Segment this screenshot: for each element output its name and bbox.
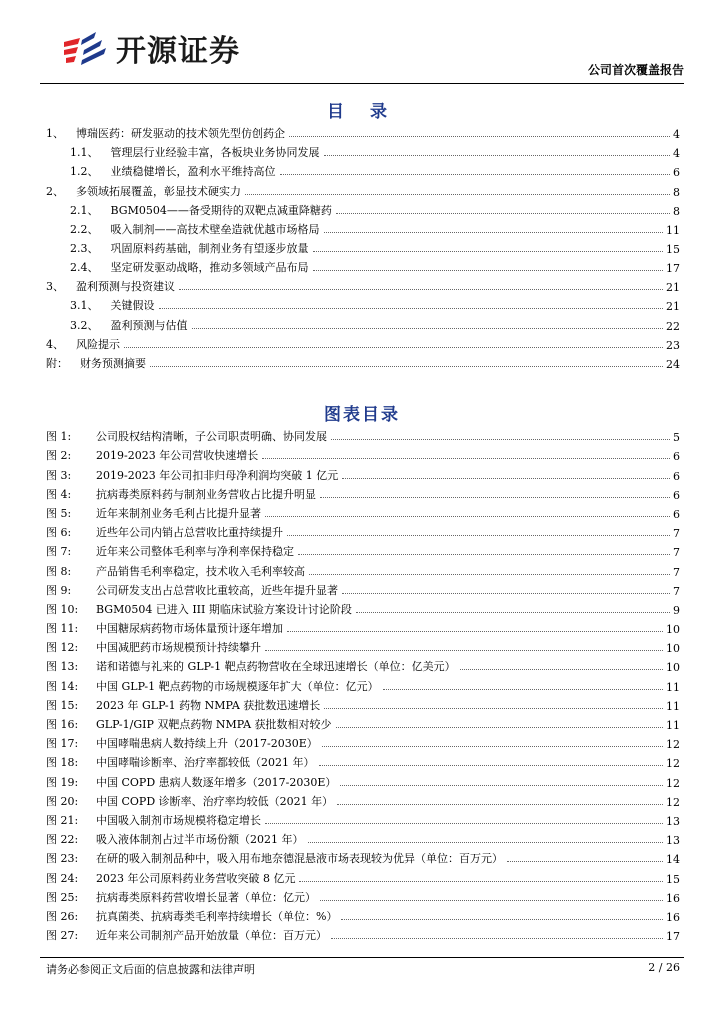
figure-entry-title: 2019-2023 年公司扣非归母净利润均突破 1 亿元 [96,468,339,482]
dot-leader [324,232,664,233]
figure-entry[interactable] [46,598,680,617]
toc-entry-number: 4、 [46,337,64,351]
figure-entry[interactable] [46,828,680,847]
figure-entry-page: 12 [666,738,680,752]
footer-divider [40,957,684,958]
dot-leader [331,938,663,939]
toc-entry-number: 1.1、 [70,146,99,160]
toc-entry[interactable] [46,333,680,352]
figure-entry-title: 中国糖尿病药物市场体量预计逐年增加 [96,622,283,636]
toc-entry-page: 15 [666,242,680,256]
figure-entry-number: 图 21: [46,813,79,827]
figure-entry-title: GLP-1/GIP 双靶点药物 NMPA 获批数相对较少 [96,718,332,731]
toc-entry-number: 3.2、 [70,318,99,332]
toc-entry-title: 坚定研发驱动战略，推动多领域产品布局 [110,261,309,275]
figure-entry[interactable] [46,502,680,521]
figure-entry-number: 图 7: [46,545,72,559]
toc-entry-page: 6 [673,166,680,180]
figure-entry-number: 图 24: [46,871,79,885]
dot-leader [124,347,663,348]
figure-entry[interactable] [46,463,680,482]
toc-entry-page: 8 [673,204,680,218]
figure-entry-number: 图 19: [46,775,79,789]
figure-entry-title: 中国哮喘诊断率、治疗率都较低（2021 年） [96,756,315,770]
figure-entry[interactable] [46,636,680,655]
figure-entry[interactable] [46,425,680,444]
toc-entry[interactable] [46,275,680,294]
figure-entry-number: 图 2: [46,449,72,463]
figure-entry-page: 14 [666,853,680,867]
dot-leader [320,900,663,901]
figure-entry[interactable] [46,483,680,502]
figure-entry-page: 7 [673,584,680,598]
figures-title: 图表目录 [324,405,400,425]
toc-entry-page: 24 [666,357,680,371]
footer-disclaimer: 请务必参阅正文后面的信息披露和法律声明 [46,963,255,976]
figure-entry-number: 图 23: [46,852,79,866]
figure-entry-page: 7 [673,546,680,560]
figure-entry[interactable] [46,655,680,674]
figure-entry-number: 图 18: [46,756,79,770]
toc-entry-title: 关键假设 [110,299,155,313]
dot-leader [383,689,663,690]
dot-leader [245,194,670,195]
toc-title: 目 录 [327,102,397,122]
toc-entry-title: 博瑞医药：研发驱动的技术领先型仿创药企 [76,127,285,141]
toc-entry-number: 1、 [46,127,64,141]
figure-entry[interactable] [46,866,680,885]
dot-leader [340,785,663,786]
toc-entry-page: 21 [666,281,680,295]
toc-entry-number: 2.2、 [70,222,99,236]
dot-leader [265,650,663,651]
figure-entry[interactable] [46,674,680,693]
figure-entry-number: 图 17: [46,737,79,751]
figure-entry-page: 11 [666,719,680,732]
toc-entry-title: 管理层行业经验丰富，各板块业务协同发展 [110,146,320,160]
figure-entry-page: 10 [666,623,680,637]
figure-entry-title: 中国吸入制剂市场规模将稳定增长 [96,813,261,827]
figure-entry-title: 公司研发支出占总营收比重较高，近些年提升显著 [96,583,338,597]
toc-entry-number: 2.3、 [70,241,99,255]
figure-entry-page: 11 [666,680,680,694]
figure-entry-number: 图 6: [46,526,72,540]
toc-entry[interactable] [46,199,680,218]
list-of-figures [46,425,680,943]
figure-entry-number: 图 10: [46,602,79,616]
figure-entry-title: 抗真菌类、抗病毒类毛利率持续增长（单位：%） [96,909,338,923]
figure-entry-title: 在研的吸入制剂品种中，吸入用布地奈德混悬液市场表现较为优异（单位：百万元） [96,852,503,866]
figure-entry-title: 2023 年公司原料药业务营收突破 8 亿元 [96,871,296,885]
toc-entry-number: 1.2、 [70,165,99,179]
toc-entry-number: 3.1、 [70,299,99,313]
dot-leader [324,708,663,709]
figure-entry-title: 中国减肥药市场规模预计持续攀升 [96,641,261,655]
dot-leader [337,804,663,805]
kysec-logo-icon [62,28,108,68]
figure-entry-title: 产品销售毛利率稳定，技术收入毛利率较高 [96,564,305,578]
toc-entry-title: 风险提示 [76,337,120,351]
figure-entry-number: 图 20: [46,794,79,808]
figure-entry-number: 图 15: [46,698,79,712]
dot-leader [342,478,670,479]
toc-entry-title: 财务预测摘要 [80,356,146,370]
toc-entry[interactable] [46,294,680,313]
dot-leader [287,631,663,632]
toc-entry-number: 3、 [46,280,64,294]
figure-entry[interactable] [46,732,680,751]
dot-leader [192,328,664,329]
toc-entry[interactable] [46,122,680,141]
figure-entry-page: 6 [673,488,680,502]
figure-entry-title: BGM0504 已进入 III 期临床试验方案设计讨论阶段 [96,602,352,616]
figure-entry-number: 图 13: [46,660,79,674]
figure-entry-page: 15 [666,872,680,886]
figure-entry-title: 公司股权结构清晰，子公司职责明确、协同发展 [96,430,327,444]
toc-entry-page: 4 [673,128,680,142]
dot-leader [324,155,671,156]
toc-entry[interactable] [46,179,680,198]
report-type: 公司首次覆盖报告 [587,63,684,77]
dot-leader [320,497,670,498]
figure-entry-page: 12 [666,757,680,771]
figure-entry[interactable] [46,790,680,809]
toc-entry-number: 2.4、 [70,261,99,275]
figure-entry-title: 近年来公司制剂产品开始放量（单位：百万元） [96,929,327,943]
figure-entry-title: 2019-2023 年公司营收快速增长 [96,449,259,463]
figure-entry-title: 抗病毒类原料药营收增长显著（单位：亿元） [96,890,316,904]
figure-entry-page: 6 [673,507,680,521]
brand-logo [62,26,240,70]
toc-entry-title: 多领域拓展覆盖，彰显技术硬实力 [76,184,241,198]
figure-entry-title: 抗病毒类原料药与制剂业务营收占比提升明显 [96,487,316,501]
figure-entry-number: 图 27: [46,929,79,943]
toc-entry-page: 8 [673,185,680,199]
dot-leader [287,535,670,536]
figure-entry-title: 2023 年 GLP-1 药物 NMPA 获批数迅速增长 [96,698,321,712]
figure-entry[interactable] [46,521,680,540]
dot-leader [262,458,670,459]
dot-leader [507,861,663,862]
dot-leader [159,308,664,309]
toc-entry-number: 附： [46,356,68,370]
toc-entry-title: 业绩稳健增长，盈利水平维持高位 [110,165,276,179]
toc-entry-page: 17 [666,262,680,276]
figure-entry-number: 图 16: [46,718,79,731]
dot-leader [308,842,664,843]
dot-leader [150,366,663,367]
figure-entry-page: 7 [673,527,680,541]
dot-leader [342,593,670,594]
figure-entry[interactable] [46,694,680,713]
dot-leader [265,516,670,517]
dot-leader [460,669,663,670]
figure-entry-number: 图 12: [46,641,79,655]
figure-entry-number: 图 26: [46,909,79,923]
figure-entry-page: 13 [666,814,680,828]
figure-entry[interactable] [46,444,680,463]
figure-entry-title: 中国哮喘患病人数持续上升（2017-2030E） [96,737,318,751]
figure-entry-page: 10 [666,642,680,656]
figure-entry-page: 10 [666,661,680,675]
toc-entry[interactable] [46,237,680,256]
figure-entry-number: 图 25: [46,890,79,904]
figure-entry[interactable] [46,751,680,770]
dot-leader [336,727,663,728]
brand-name: 开源证券 [116,34,240,69]
dot-leader [356,612,670,613]
figure-entry-number: 图 3: [46,468,72,482]
figure-entry-number: 图 9: [46,583,72,597]
page-header [40,20,684,82]
dot-leader [341,919,663,920]
figure-entry-page: 6 [673,450,680,464]
figure-entry-number: 图 4: [46,487,72,501]
figure-entry[interactable] [46,713,680,732]
toc-entry-page: 21 [666,300,680,314]
figure-entry-title: 近些年公司内销占总营收比重持续提升 [96,526,283,540]
figure-entry-page: 11 [666,699,680,713]
dot-leader [319,765,664,766]
figure-entry-title: 诺和诺德与礼来的 GLP-1 靶点药物营收在全球迅速增长（单位：亿美元） [96,660,456,674]
figure-entry-page: 7 [673,565,680,579]
dot-leader [331,439,670,440]
figure-entry-page: 5 [673,431,680,445]
toc-entry[interactable] [46,160,680,179]
toc-entry[interactable] [46,141,680,160]
figure-entry[interactable] [46,617,680,636]
figure-entry[interactable] [46,579,680,598]
figure-entry[interactable] [46,559,680,578]
figure-entry[interactable] [46,809,680,828]
dot-leader [322,746,663,747]
dot-leader [289,136,670,137]
dot-leader [299,881,663,882]
figure-entry[interactable] [46,540,680,559]
figure-entry[interactable] [46,886,680,905]
figure-entry-number: 图 14: [46,679,79,693]
figure-entry-page: 16 [666,891,680,905]
figure-entry-title: 近年来制剂业务毛利占比提升显著 [96,506,261,520]
figure-entry[interactable] [46,770,680,789]
figure-entry-page: 13 [666,834,680,848]
figure-entry-title: 中国 COPD 诊断率、治疗率均较低（2021 年） [96,794,334,808]
toc-entry[interactable] [46,218,680,237]
figure-entry-page: 9 [673,603,680,617]
toc-entry[interactable] [46,313,680,332]
dot-leader [298,554,670,555]
toc-entry-number: 2、 [46,184,64,198]
toc-entry-page: 11 [666,223,680,237]
header-divider [40,83,684,84]
toc-entry-title: BGM0504——备受期待的双靶点减重降糖药 [110,203,332,217]
toc-entry[interactable] [46,256,680,275]
figure-entry-page: 16 [666,910,680,924]
figure-entry-page: 6 [673,469,680,483]
dot-leader [313,251,664,252]
figure-entry-title: 吸入液体制剂占过半市场份额（2021 年） [96,833,304,847]
figure-entry-number: 图 1: [46,430,72,444]
dot-leader [336,213,670,214]
toc-entry-number: 2.1、 [70,203,99,217]
toc-entry-title: 巩固原料药基础，制剂业务有望逐步放量 [110,241,309,255]
toc-entry-page: 4 [673,147,680,161]
dot-leader [313,270,664,271]
toc-entry-title: 盈利预测与估值 [110,318,188,332]
figure-entry-title: 中国 COPD 患病人数逐年增多（2017-2030E） [96,775,337,789]
toc-entry-title: 吸入制剂——高技术壁垒造就优越市场格局 [110,222,320,236]
figure-entry-page: 12 [666,776,680,790]
dot-leader [179,289,663,290]
figure-entry-number: 图 22: [46,833,79,847]
toc-entry[interactable] [46,352,680,371]
figure-entry-page: 12 [666,795,680,809]
toc-entry-page: 23 [666,338,680,352]
figure-entry-number: 图 8: [46,564,72,578]
figure-entry-number: 图 11: [46,622,79,636]
figure-entry-title: 近年来公司整体毛利率与净利率保持稳定 [96,545,294,559]
figure-entry[interactable] [46,905,680,924]
figure-entry[interactable] [46,847,680,866]
footer-page-number: 2 / 26 [648,961,680,974]
dot-leader [265,823,663,824]
figure-entry[interactable] [46,924,680,943]
figure-entry-number: 图 5: [46,506,72,520]
table-of-contents [46,122,680,371]
dot-leader [280,174,671,175]
toc-entry-page: 22 [666,319,680,333]
dot-leader [309,574,670,575]
figure-entry-title: 中国 GLP-1 靶点药物的市场规模逐年扩大（单位：亿元） [96,679,379,693]
toc-entry-title: 盈利预测与投资建议 [76,280,175,294]
figure-entry-page: 17 [666,930,680,944]
